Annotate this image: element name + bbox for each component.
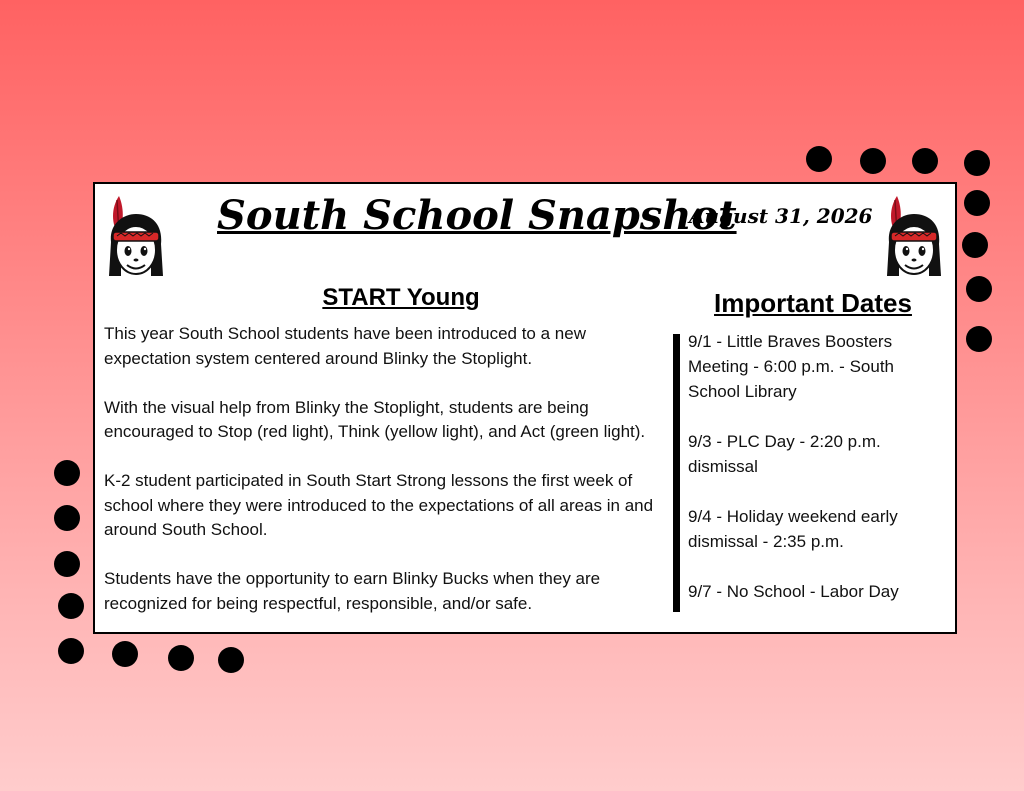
body-paragraph: K-2 student participated in South Start Strong lessons the first week of school where they were introduced to the expectations of all areas in and around South School. <box>104 471 654 539</box>
column-divider <box>673 334 680 612</box>
decorative-dot <box>966 326 992 352</box>
body-paragraph: With the visual help from Blinky the Stoplight, students are being encouraged to Stop (red light), Think (yellow light), and Act (green light). <box>104 397 646 441</box>
decorative-dot <box>912 148 938 174</box>
body-paragraph: This year South School students have been introduced to a new expectation system centered around Blinky the Stoplight. <box>104 324 586 368</box>
mascot-icon <box>883 194 945 280</box>
date-item: 9/3 - PLC Day - 2:20 p.m. dismissal <box>688 432 881 476</box>
body-paragraph: Students have the opportunity to earn Blinky Bucks when they are recognized for being respectful, responsible, and/or safe. <box>104 569 601 613</box>
decorative-dot <box>806 146 832 172</box>
mascot-icon <box>105 194 167 280</box>
important-dates-heading: Important Dates <box>714 288 912 318</box>
date-item: 9/7 - No School - Labor Day <box>688 582 899 601</box>
newsletter-date: August 31, 2026 <box>689 204 873 228</box>
decorative-dot <box>964 190 990 216</box>
newsletter-title: South School Snapshot <box>217 192 737 239</box>
decorative-dot <box>860 148 886 174</box>
decorative-dot <box>54 460 80 486</box>
decorative-dot <box>168 645 194 671</box>
decorative-dot <box>218 647 244 673</box>
decorative-dot <box>966 276 992 302</box>
decorative-dot <box>962 232 988 258</box>
start-young-body <box>104 322 664 616</box>
newsletter-card <box>93 182 957 634</box>
decorative-dot <box>54 505 80 531</box>
date-item: 9/1 - Little Braves Boosters Meeting - 6:00 p.m. - South School Library <box>688 332 894 401</box>
decorative-dot <box>964 150 990 176</box>
decorative-dot <box>112 641 138 667</box>
decorative-dot <box>58 593 84 619</box>
start-young-heading: START Young <box>322 284 480 311</box>
decorative-dot <box>58 638 84 664</box>
important-dates-list <box>688 329 950 629</box>
date-item: 9/4 - Holiday weekend early dismissal - 2:35 p.m. <box>688 507 898 551</box>
decorative-dot <box>54 551 80 577</box>
